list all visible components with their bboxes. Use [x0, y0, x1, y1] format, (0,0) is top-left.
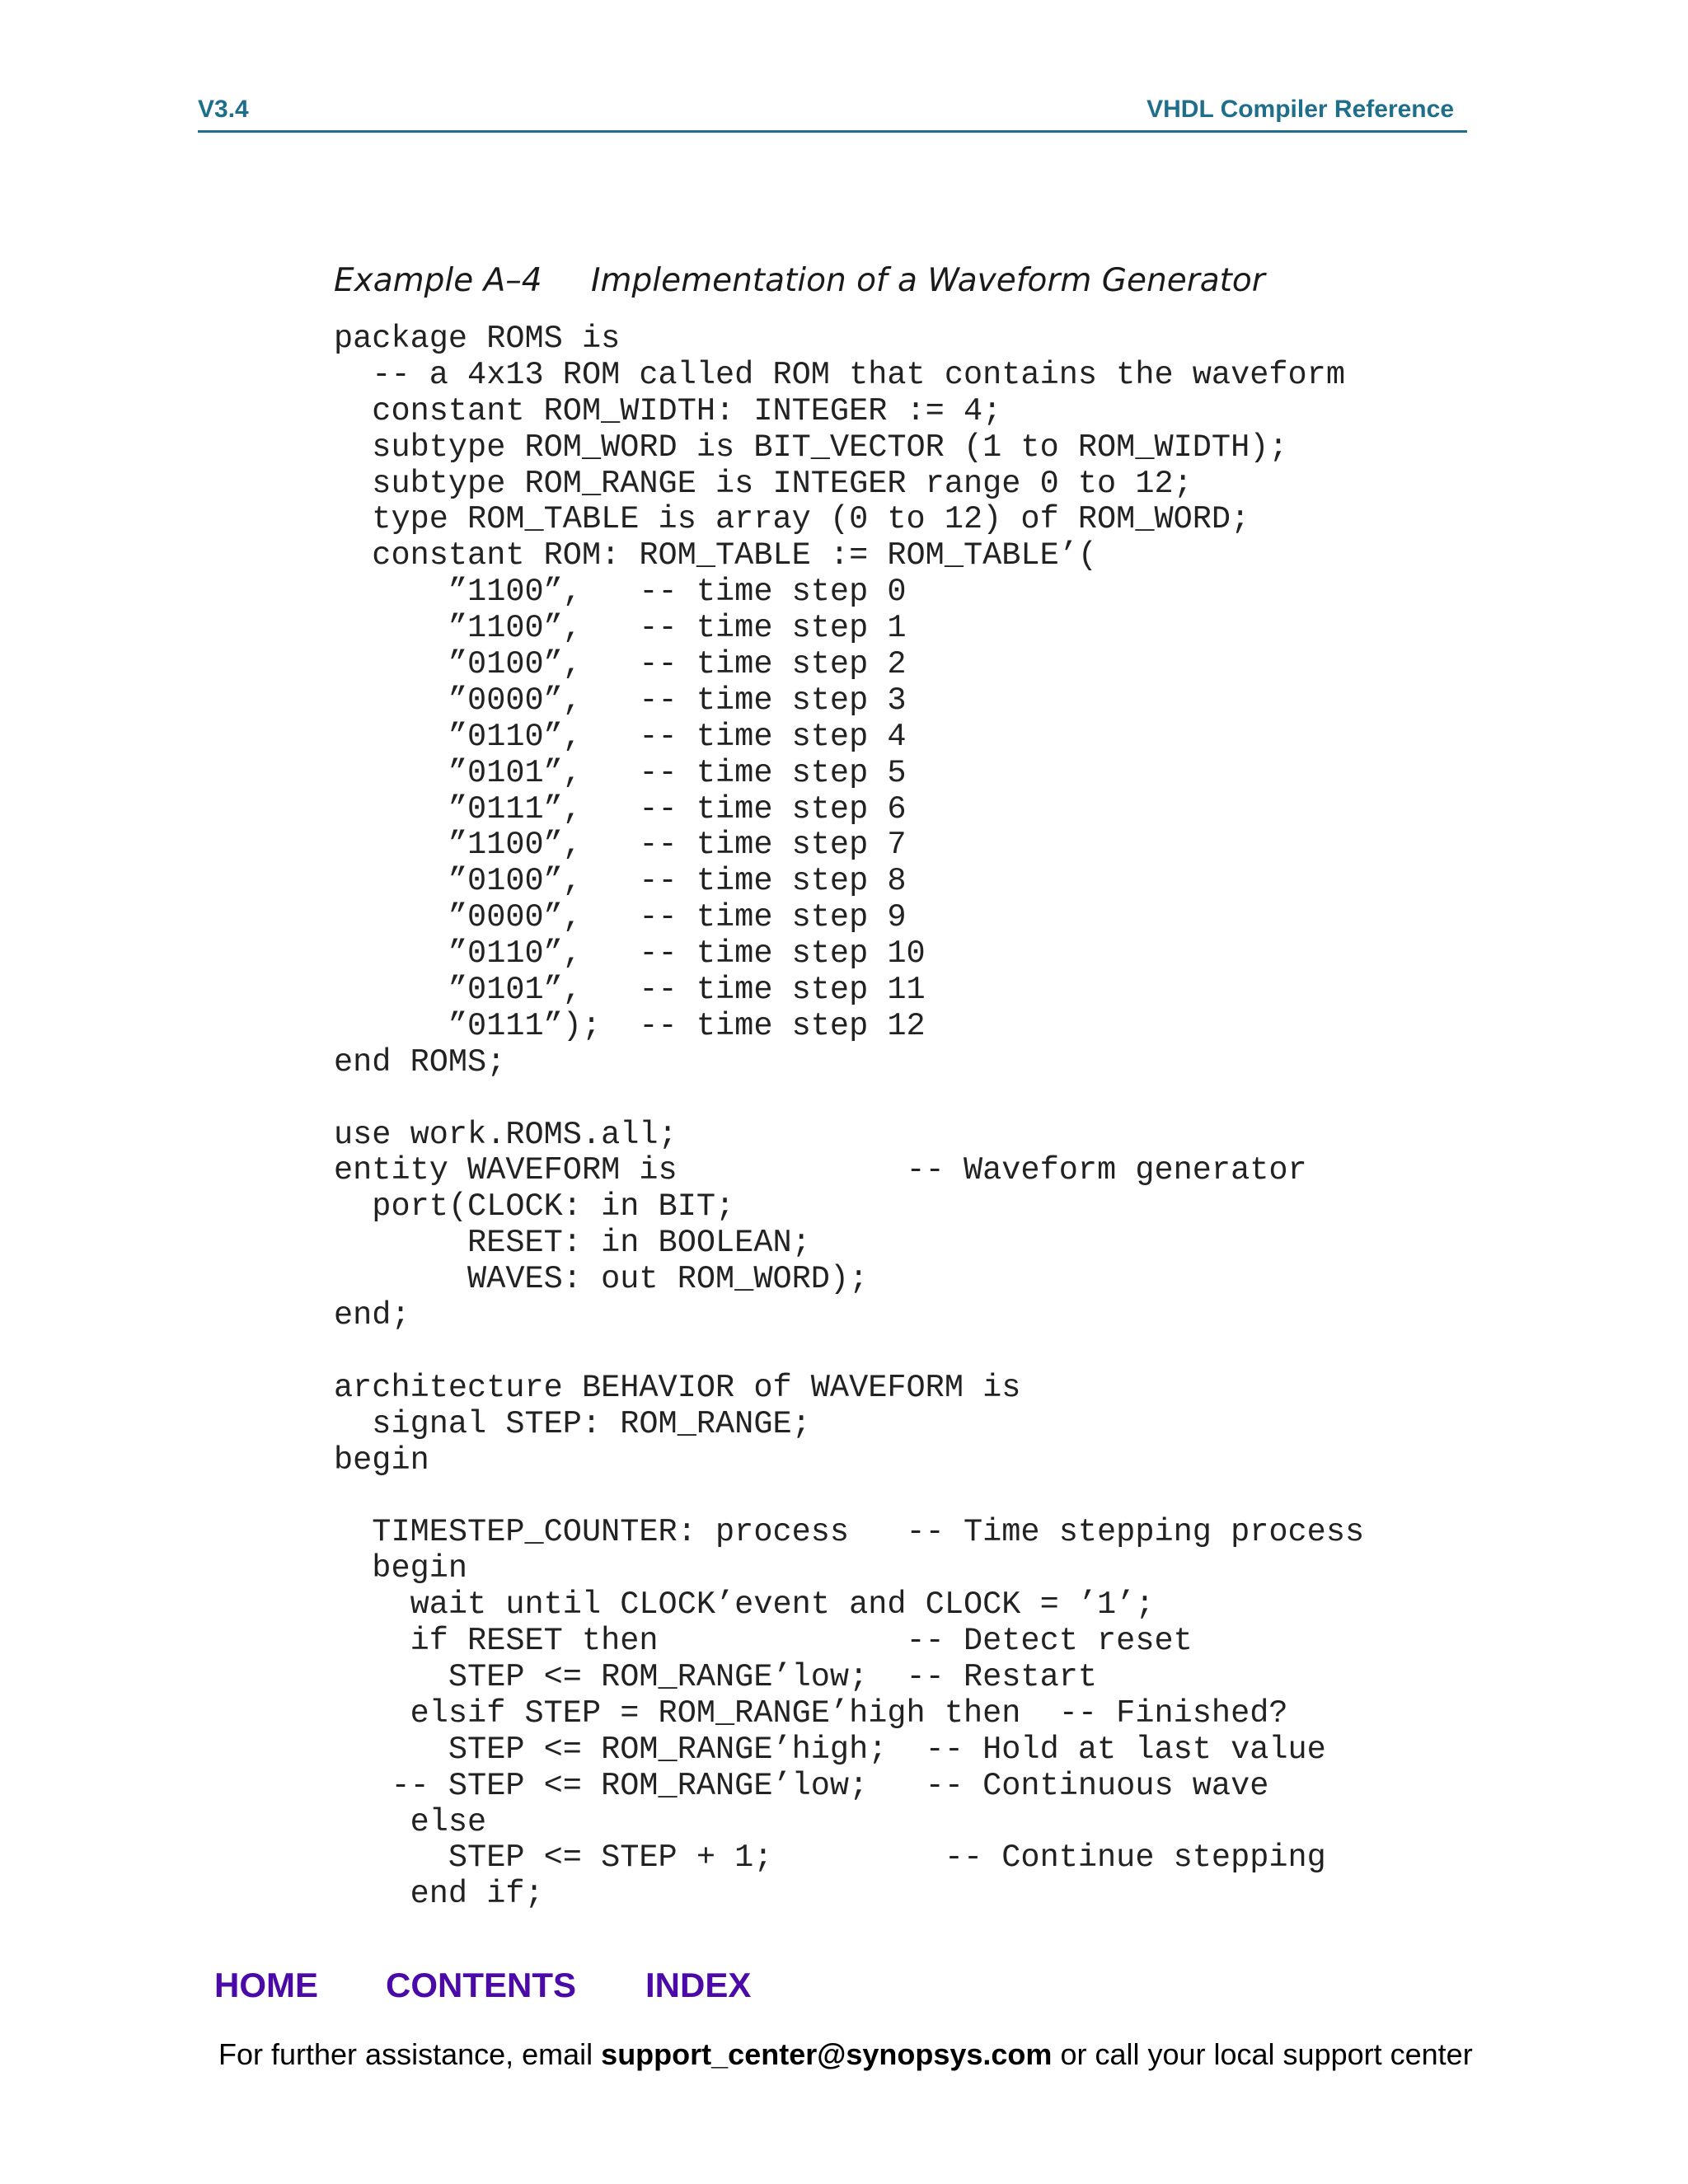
code-line: STEP <= ROM_RANGE’high; -- Hold at last value	[334, 1731, 1326, 1768]
footer-suffix: or call your local support center	[1052, 2037, 1473, 2071]
code-line	[334, 1479, 1364, 1516]
code-line: package ROMS is	[334, 321, 621, 357]
code-line: ”0100”, -- time step 2	[334, 646, 907, 683]
code-line: ”0110”, -- time step 4	[334, 718, 907, 755]
home-link[interactable]: HOME	[214, 1966, 318, 2004]
code-line: STEP <= ROM_RANGE’low; -- Restart	[334, 1658, 1098, 1695]
code-line: ”0101”, -- time step 5	[334, 754, 907, 791]
code-line: ”0101”, -- time step 11	[334, 972, 926, 1009]
example-title: Implementation of a Waveform Generator	[591, 262, 1265, 299]
code-line: ”1100”, -- time step 1	[334, 610, 907, 647]
page-header	[198, 92, 1467, 133]
index-link[interactable]: INDEX	[645, 1966, 752, 2004]
code-line: -- a 4x13 ROM called ROM that contains the waveform	[334, 356, 1345, 393]
code-line	[334, 1334, 1364, 1371]
code-line: port(CLOCK: in BIT;	[334, 1188, 735, 1226]
code-line: use work.ROMS.all;	[334, 1116, 678, 1153]
code-line: else	[334, 1803, 487, 1840]
code-line	[334, 1081, 1364, 1118]
code-line: ”0110”, -- time step 10	[334, 935, 926, 972]
code-line: end;	[334, 1297, 410, 1334]
code-line: begin	[334, 1550, 468, 1587]
code-line: -- STEP <= ROM_RANGE’low; -- Continuous wave	[334, 1767, 1269, 1804]
code-line: subtype ROM_RANGE is INTEGER range 0 to 12;	[334, 465, 1193, 502]
code-line: elsif STEP = ROM_RANGE’high then -- Finished?	[334, 1694, 1288, 1732]
code-line: ”0111”, -- time step 6	[334, 790, 907, 827]
code-line: subtype ROM_WORD is BIT_VECTOR (1 to ROM_WIDTH);	[334, 429, 1288, 466]
code-line: wait until CLOCK’event and CLOCK = ’1’;	[334, 1586, 1155, 1624]
version-label: V3.4	[198, 96, 249, 123]
code-listing	[334, 321, 1364, 1913]
code-line: ”0000”, -- time step 3	[334, 682, 907, 719]
code-line: STEP <= STEP + 1; -- Continue stepping	[334, 1840, 1326, 1877]
example-number: Example A–4	[334, 262, 542, 299]
book-title: VHDL Compiler Reference	[1146, 96, 1454, 123]
code-line: entity WAVEFORM is -- Waveform generator	[334, 1152, 1307, 1189]
code-line: RESET: in BOOLEAN;	[334, 1225, 811, 1262]
code-line: end ROMS;	[334, 1043, 506, 1080]
footer-prefix: For further assistance, email	[218, 2037, 602, 2071]
code-line: TIMESTEP_COUNTER: process -- Time stepping process	[334, 1514, 1365, 1551]
code-line: begin	[334, 1441, 429, 1479]
support-email[interactable]: support_center@synopsys.com	[601, 2037, 1053, 2071]
example-caption	[334, 262, 1265, 299]
code-line: ”0111”); -- time step 12	[334, 1007, 926, 1044]
code-line: ”0100”, -- time step 8	[334, 863, 907, 900]
code-line: signal STEP: ROM_RANGE;	[334, 1405, 811, 1442]
code-line: if RESET then -- Detect reset	[334, 1623, 1193, 1660]
code-line: constant ROM: ROM_TABLE := ROM_TABLE’(	[334, 537, 1098, 574]
code-line: ”0000”, -- time step 9	[334, 899, 907, 936]
code-line: type ROM_TABLE is array (0 to 12) of ROM_WORD;	[334, 501, 1250, 538]
code-line: WAVES: out ROM_WORD);	[334, 1261, 869, 1298]
contents-link[interactable]: CONTENTS	[386, 1966, 576, 2004]
code-line: end if;	[334, 1876, 544, 1913]
code-line: constant ROM_WIDTH: INTEGER := 4;	[334, 392, 1002, 429]
code-line: ”1100”, -- time step 0	[334, 574, 907, 611]
code-line: architecture BEHAVIOR of WAVEFORM is	[334, 1369, 1021, 1406]
code-line: ”1100”, -- time step 7	[334, 827, 907, 864]
support-footer	[218, 2037, 1473, 2072]
